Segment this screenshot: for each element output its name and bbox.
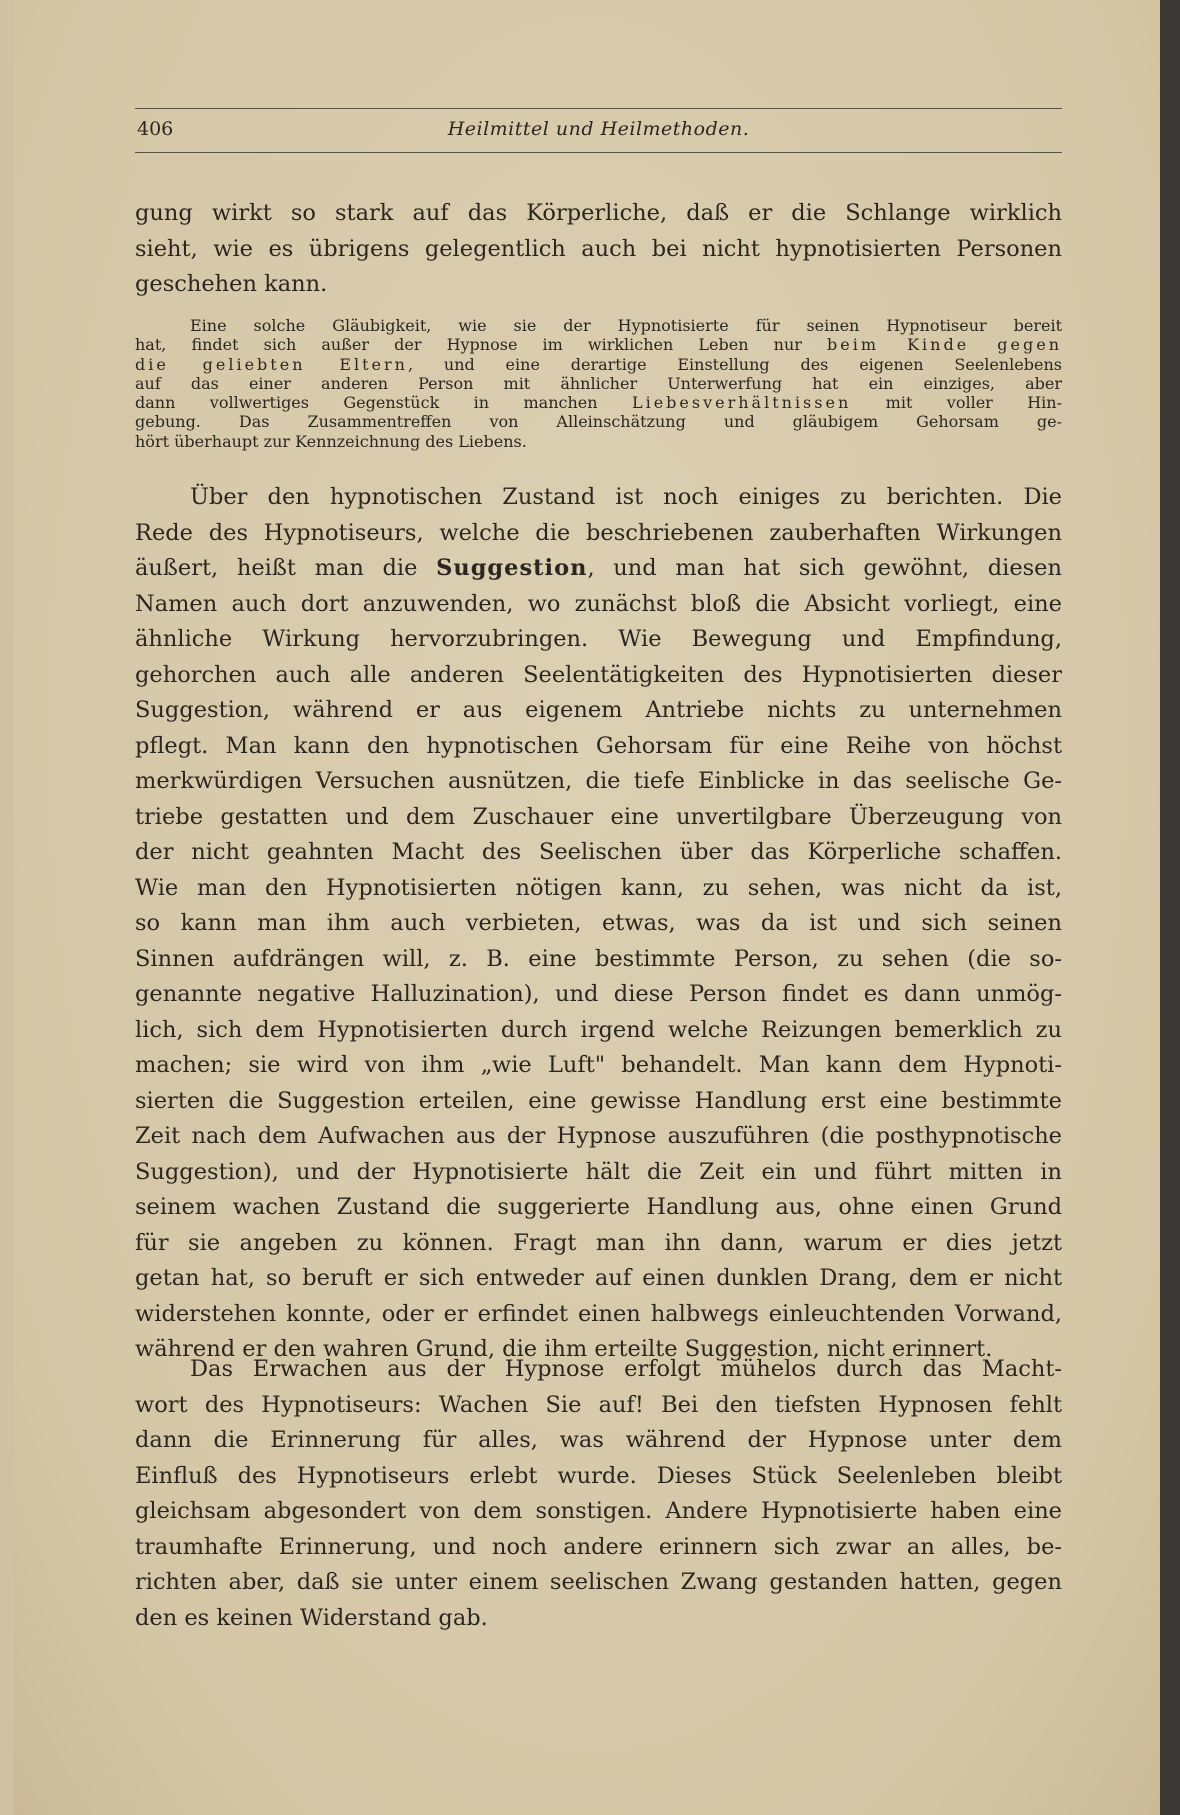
text-segment: , und man hat sich gewöhnt, diesen <box>587 555 1062 581</box>
emphasized-term: Suggestion <box>436 555 588 581</box>
text-line: Namen auch dort anzuwenden, wo zunächst bloß die Absicht vorliegt, eine <box>135 590 1062 617</box>
header-rule-bottom <box>135 152 1062 153</box>
text-line: pflegt. Man kann den hypnotischen Gehorsam für eine Reihe von höchst <box>135 732 1062 759</box>
page-header <box>135 118 1062 148</box>
text-line: während er den wahren Grund, die ihm erteilte Suggestion, nicht erinnert. <box>135 1336 993 1362</box>
text-line <box>135 551 1062 587</box>
text-line: ähnliche Wirkung hervorzubringen. Wie Bewegung und Empfindung, <box>135 626 1062 652</box>
text-line: für sie angeben zu können. Fragt man ihn dann, warum er dies jetzt <box>135 1229 1062 1256</box>
text-line: sierten die Suggestion erteilen, eine gewisse Handlung erst eine bestimmte <box>135 1087 1062 1114</box>
text-line <box>135 355 1062 374</box>
page-number: 406 <box>137 118 174 140</box>
text-line: Einfluß des Hypnotiseurs erlebt wurde. Dieses Stück Seelenleben bleibt <box>135 1462 1062 1489</box>
text-line: dann die Erinnerung für alles, was während der Hypnose unter dem <box>135 1427 1062 1453</box>
text-line: triebe gestatten und dem Zuschauer eine unvertilgbare Überzeugung von <box>135 803 1062 830</box>
text-line <box>135 393 1062 412</box>
text-line: wort des Hypnotiseurs: Wachen Sie auf! Bei den tiefsten Hypnosen fehlt <box>135 1391 1062 1418</box>
text-line: traumhafte Erinnerung, und noch andere erinnern sich zwar an alles, be- <box>135 1533 1062 1560</box>
text-line: gung wirkt so stark auf das Körperliche, daß er die Schlange wirklich <box>135 200 1062 226</box>
text-line: Sinnen aufdrängen will, z. B. eine bestimmte Person, zu sehen (die so- <box>135 945 1062 972</box>
text-line: sieht, wie es übrigens gelegentlich auch bei nicht hypnotisierten Personen <box>135 235 1062 262</box>
text-line: Eine solche Gläubigkeit, wie sie der Hypnotisierte für seinen Hypnotiseur bereit <box>190 316 1062 335</box>
text-line: geschehen kann. <box>135 271 328 297</box>
text-segment: dann vollwertiges Gegenstück in manchen <box>135 393 632 413</box>
text-line: Suggestion), und der Hypnotisierte hält die Zeit ein und führt mitten in <box>135 1158 1062 1185</box>
text-line: Über den hypnotischen Zustand ist noch einiges zu berichten. Die <box>190 484 1062 510</box>
paragraph <box>135 316 1062 451</box>
text-line: lich, sich dem Hypnotisierten durch irgend welche Reizungen bemerklich zu <box>135 1016 1062 1043</box>
spaced-text: Liebesverhältnissen <box>631 393 852 413</box>
text-line: machen; sie wird von ihm „wie Luft" behandelt. Man kann dem Hypnoti- <box>135 1052 1062 1078</box>
text-line: gleichsam abgesondert von dem sonstigen. Andere Hypnotisierte haben eine <box>135 1498 1062 1524</box>
spaced-text: beim Kinde gegen <box>827 335 1062 355</box>
text-line: Das Erwachen aus der Hypnose erfolgt mühelos durch das Macht- <box>190 1356 1062 1382</box>
text-segment: mit voller Hin- <box>851 393 1062 413</box>
text-line: richten aber, daß sie unter einem seelischen Zwang gestanden hatten, gegen <box>135 1569 1062 1595</box>
text-line: genannte negative Halluzination), und diese Person findet es dann unmög- <box>135 981 1062 1007</box>
text-line: seinem wachen Zustand die suggerierte Handlung aus, ohne einen Grund <box>135 1194 1062 1220</box>
paragraph <box>135 1352 1062 1636</box>
text-line: gebung. Das Zusammentreffen von Alleinschätzung und gläubigem Gehorsam ge- <box>135 412 1062 432</box>
text-segment: hat, findet sich außer der Hypnose im wirklichen Leben nur <box>135 335 827 355</box>
text-line: Rede des Hypnotiseurs, welche die beschriebenen zauberhaften Wirkungen <box>135 519 1062 546</box>
text-line: gehorchen auch alle anderen Seelentätigkeiten des Hypnotisierten dieser <box>135 661 1062 688</box>
text-line: auf das einer anderen Person mit ähnlicher Unterwerfung hat ein einziges, aber <box>135 373 1062 393</box>
text-line: Suggestion, während er aus eigenem Antriebe nichts zu unternehmen <box>135 697 1062 723</box>
text-line: der nicht geahnten Macht des Seelischen über das Körperliche schaffen. <box>135 839 1062 865</box>
text-segment: , und eine derartige Einstellung des eigenen Seelenlebens <box>407 354 1062 374</box>
text-segment: äußert, heißt man die <box>135 555 437 581</box>
paragraph <box>135 480 1062 1368</box>
text-line: hört überhaupt zur Kennzeichnung des Liebens. <box>135 431 527 451</box>
text-line: so kann man ihm auch verbieten, etwas, was da ist und sich seinen <box>135 910 1062 936</box>
header-rule-top <box>135 108 1062 109</box>
text-line <box>135 335 1062 354</box>
spaced-text: die geliebten Eltern <box>135 354 408 374</box>
text-line: merkwürdigen Versuchen ausnützen, die tiefe Einblicke in das seelische Ge- <box>135 768 1062 794</box>
text-line: Wie man den Hypnotisierten nötigen kann, zu sehen, was nicht da ist, <box>135 874 1062 901</box>
text-line: Zeit nach dem Aufwachen aus der Hypnose auszuführen (die posthypnotische <box>135 1123 1062 1149</box>
scan-border <box>1160 0 1180 1815</box>
running-title: Heilmittel und Heilmethoden. <box>447 118 750 140</box>
text-line: getan hat, so beruft er sich entweder auf einen dunklen Drang, dem er nicht <box>135 1265 1062 1291</box>
text-line: den es keinen Widerstand gab. <box>135 1604 488 1631</box>
paragraph <box>135 196 1062 303</box>
text-line: widerstehen konnte, oder er erfindet einen halbwegs einleuchtenden Vorwand, <box>135 1300 1062 1327</box>
